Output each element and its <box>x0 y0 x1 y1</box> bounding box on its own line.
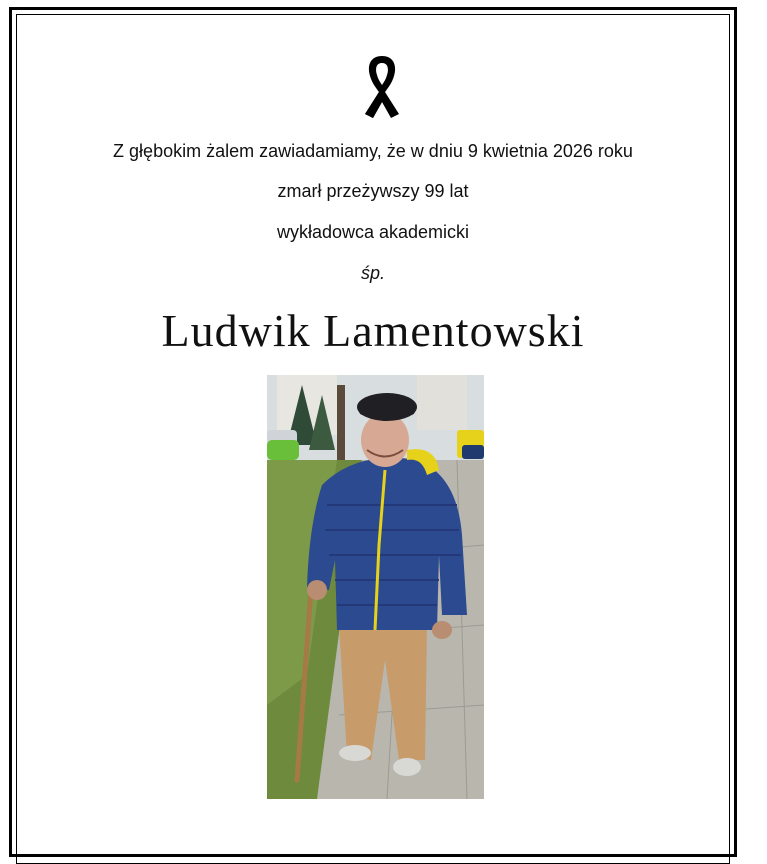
honorific: śp. <box>360 263 385 283</box>
age-line: zmarł przeżywszy 99 lat <box>277 181 469 201</box>
profession-line: wykładowca akademicki <box>276 222 470 242</box>
portrait-photo <box>267 375 484 799</box>
mourning-ribbon-icon <box>360 54 404 120</box>
announcement-line: Z głębokim żalem zawiadamiamy, że w dniu 9 kwietnia 2026 roku <box>113 141 633 161</box>
obituary-notice <box>16 14 730 829</box>
deceased-name: Ludwik Lamentowski <box>161 305 585 356</box>
